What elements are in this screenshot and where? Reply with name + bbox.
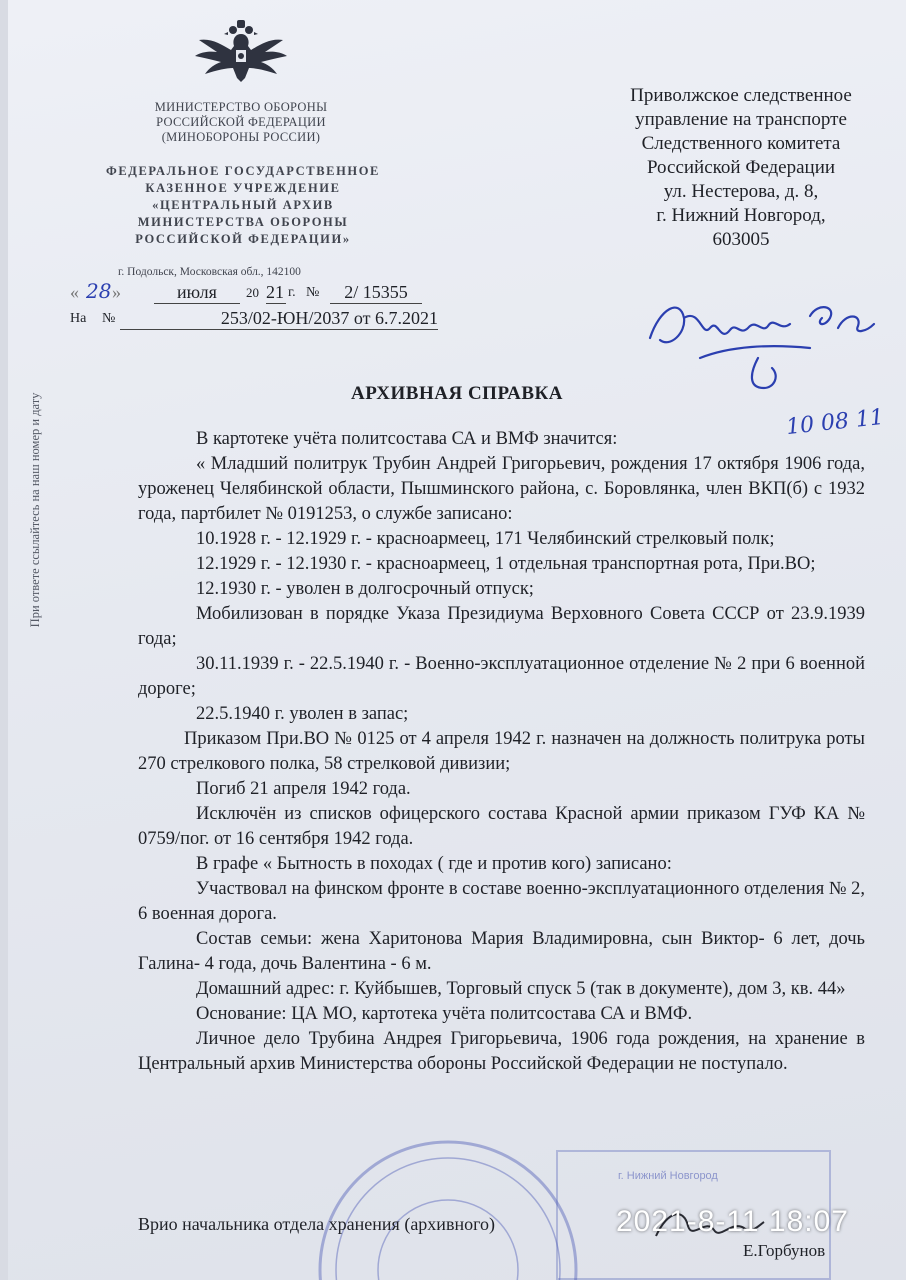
signatory-position: Врио начальника отдела хранения (архивного) (138, 1214, 496, 1234)
recipient-line: Российской Федерации (646, 157, 836, 178)
ministry-line: МИНИСТЕРСТВО ОБОРОНЫ (154, 100, 328, 114)
sender-address: г. Подольск, Московская обл., 142100 (118, 266, 301, 278)
ref-prefix: На (70, 311, 87, 326)
body-paragraph: Основание: ЦА МО, картотека учёта политсостава СА и ВМФ. (196, 1004, 693, 1024)
body-paragraph: Погиб 21 апреля 1942 года. (196, 779, 411, 799)
margin-note-text: При ответе ссылайтесь на наш номер и дату (28, 392, 42, 628)
recipient-line: г. Нижний Новгород, (656, 205, 826, 226)
body-paragraph: Исключён из списков офицерского состава Красной армии приказом ГУФ КА № 0759/пог. от 16 сентября 1942 года. (138, 804, 865, 849)
body-paragraph: Мобилизован в порядке Указа Президиума Верховного Совета СССР от 23.9.1939 года; (138, 604, 865, 649)
body-paragraph: В графе « Бытность в походах ( где и против кого) записано: (196, 854, 672, 874)
ref-number-label: № (102, 311, 116, 326)
body-paragraph: Состав семьи: жена Харитонова Мария Владимировна, сын Виктор- 6 лет, дочь Галина- 4 года, дочь Валентина - 6 м. (138, 929, 865, 974)
document-page (8, 0, 906, 1280)
institution-name (78, 163, 408, 248)
outgoing-date-line (68, 279, 428, 304)
body-paragraph: 10.1928 г. - 12.1929 г. - красноармеец, 171 Челябинский стрелковый полк; (196, 529, 775, 549)
body-paragraph: Приказом При.ВО № 0125 от 4 апреля 1942 г. назначен на должность политрука роты 270 стрелкового полка, 58 стрелковой дивизии; (138, 729, 865, 774)
institution-line: МИНИСТЕРСТВА ОБОРОНЫ (137, 215, 349, 229)
recipient-line: ул. Нестерова, д. 8, (663, 181, 819, 202)
body-paragraph: 30.11.1939 г. - 22.5.1940 г. - Военно-эксплуатационное отделение № 2 при 6 военной дороге; (138, 654, 865, 699)
reference-line (68, 308, 448, 330)
quote-close: » (112, 282, 121, 302)
recipient-line: Приволжское следственное (630, 85, 852, 106)
body-paragraph: 22.5.1940 г. уволен в запас; (196, 704, 409, 724)
signatory-name: Е.Горбунов (743, 1241, 826, 1260)
stamp-city: г. Нижний Новгород (618, 1170, 718, 1182)
ministry-line: (МИНОБОРОНЫ РОССИИ) (161, 130, 321, 144)
ministry-line: РОССИЙСКОЙ ФЕДЕРАЦИИ (156, 115, 326, 129)
date-day: 28 (86, 279, 112, 303)
ministry-name (126, 100, 356, 145)
recipient-block (596, 84, 886, 252)
round-seal-stamp (308, 1120, 588, 1280)
body-paragraph: 12.1930 г. - уволен в долгосрочный отпуск; (196, 579, 534, 599)
outgoing-number: 2/ 15355 (330, 282, 422, 304)
handwritten-date: 10 08 11 (784, 404, 886, 441)
document-body (138, 427, 865, 1077)
date-year: 21 (266, 282, 284, 302)
body-paragraph: Личное дело Трубина Андрея Григорьевича, 1906 года рождения, на хранение в Центральный архив Министерства обороны Российской Федерации не поступало. (138, 1029, 865, 1074)
document-title: АРХИВНАЯ СПРАВКА (350, 383, 564, 404)
institution-line: ФЕДЕРАЛЬНОЕ ГОСУДАРСТВЕННОЕ (105, 164, 380, 178)
handwritten-resolution-signature (640, 288, 880, 398)
quote-open: « (70, 282, 79, 302)
body-paragraph: В картотеке учёта политсостава СА и ВМФ значится: (196, 429, 618, 449)
body-paragraph: « Младший политрук Трубин Андрей Григорьевич, рождения 17 октября 1906 года, уроженец Челябинской области, Пышминского района, с. Боровлянка, член ВКП(б) с 1932 года, партбилет № 0191253, о службе записано: (138, 454, 865, 524)
recipient-line: управление на транспорте (635, 109, 847, 130)
institution-line: «ЦЕНТРАЛЬНЫЙ АРХИВ (152, 198, 334, 212)
recipient-line: 603005 (712, 229, 770, 250)
recipient-line: Следственного комитета (641, 133, 841, 154)
body-paragraph: Домашний адрес: г. Куйбышев, Торговый спуск 5 (так в документе), дом 3, кв. 44» (196, 979, 846, 999)
institution-line: РОССИЙСКОЙ ФЕДЕРАЦИИ» (135, 232, 351, 246)
body-paragraph: 12.1929 г. - 12.1930 г. - красноармеец, 1 отдельная транспортная рота, При.ВО; (196, 554, 816, 574)
institution-line: КАЗЕННОЕ УЧРЕЖДЕНИЕ (145, 181, 341, 195)
date-year-prefix: 20 (246, 285, 259, 300)
date-month: июля (154, 282, 240, 304)
number-label: № (306, 285, 320, 300)
reference-number: 253/02-ЮН/2037 от 6.7.2021 (120, 308, 438, 330)
year-suffix: г. (288, 285, 296, 300)
body-paragraph: Участвовал на финском фронте в составе военно-эксплуатационного отделения № 2, 6 военная дорога. (138, 879, 865, 924)
photo-timestamp-overlay: 2021-8-11 18:07 (616, 1205, 849, 1238)
double-headed-eagle-emblem-icon (191, 20, 291, 86)
